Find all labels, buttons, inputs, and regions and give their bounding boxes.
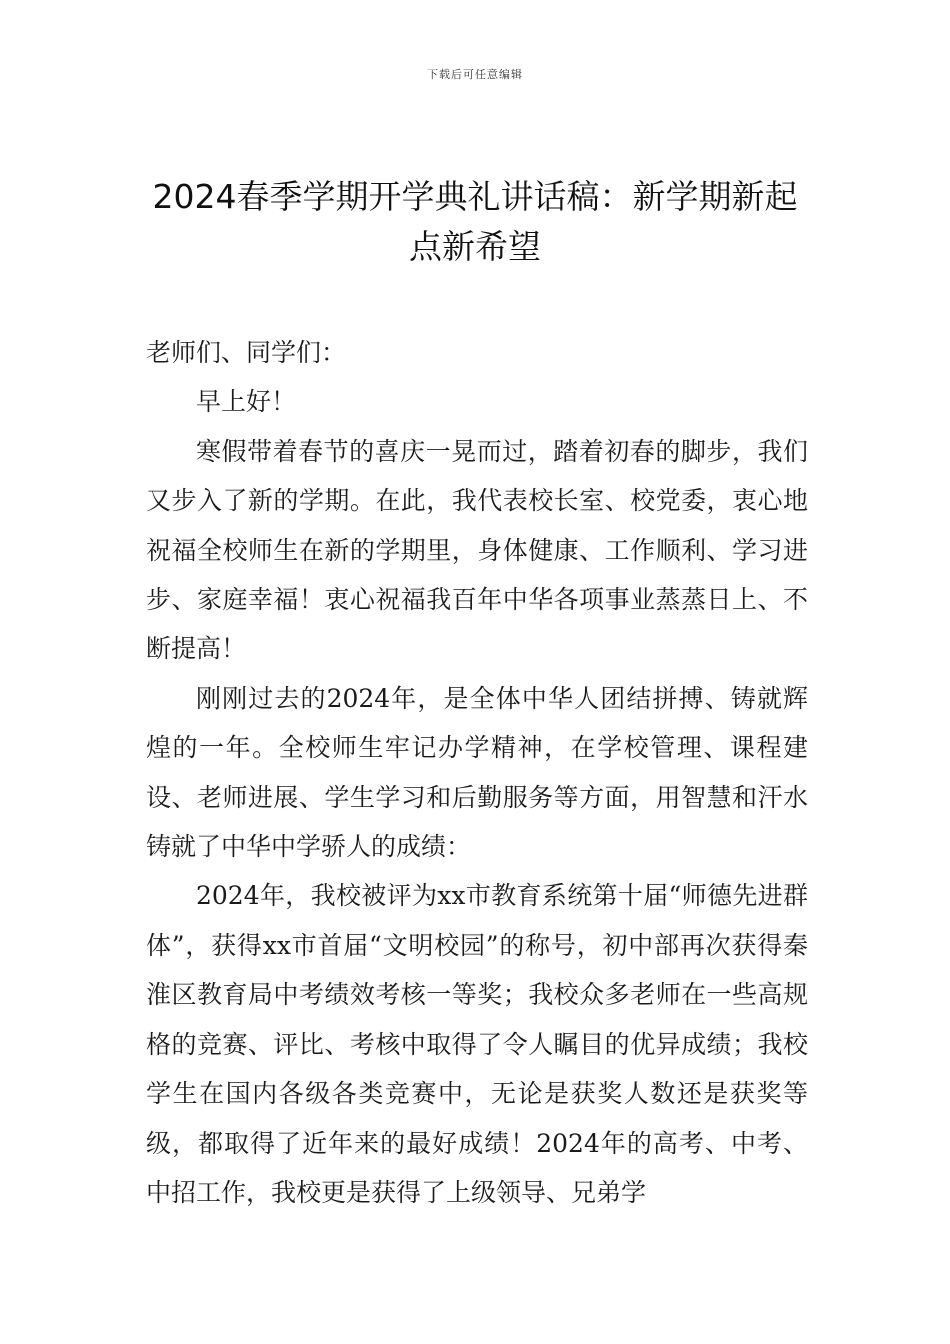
paragraph-achievements: 2024年，我校被评为xx市教育系统第十届“师德先进群体”，获得xx市首届“文明校园”的称号，初中部再次获得秦淮区教育局中考绩效考核一等奖；我校众多老师在一些高规格的竞赛、评比、考核中取得了令人瞩目的优异成绩；我校学生在国内各级各类竞赛中，无论是获奖人数还是获奖等级，都取得了近年来的最好成绩！2024年的高考、中考、中招工作，我校更是获得了上级领导、兄弟学 [146,881,808,1207]
paragraph-past-year: 刚刚过去的2024年，是全体中华人团结拼搏、铸就辉煌的一年。全校师生牢记办学精神，在学校管理、课程建设、老师进展、学生学习和后勤服务等方面，用智慧和汗水铸就了中华中学骄人的成绩： [146,683,808,862]
header-note: 下载后可任意编辑 [427,68,523,81]
document-title: 2024春季学期开学典礼讲话稿：新学期新起点新希望 [152,177,798,266]
salutation: 老师们、同学们： [146,338,347,367]
paragraph-greeting: 早上好！ [196,387,297,417]
paragraph-new-semester: 寒假带着春节的喜庆一晃而过，踏着初春的脚步，我们又步入了新的学期。在此，我代表校长室、校党委，衷心地祝福全校师生在新的学期里，身体健康、工作顺利、学习进步、家庭幸福！衷心祝福我百年中华各项事业蒸蒸日上、不断提高！ [146,436,808,664]
document-body [146,328,808,1217]
